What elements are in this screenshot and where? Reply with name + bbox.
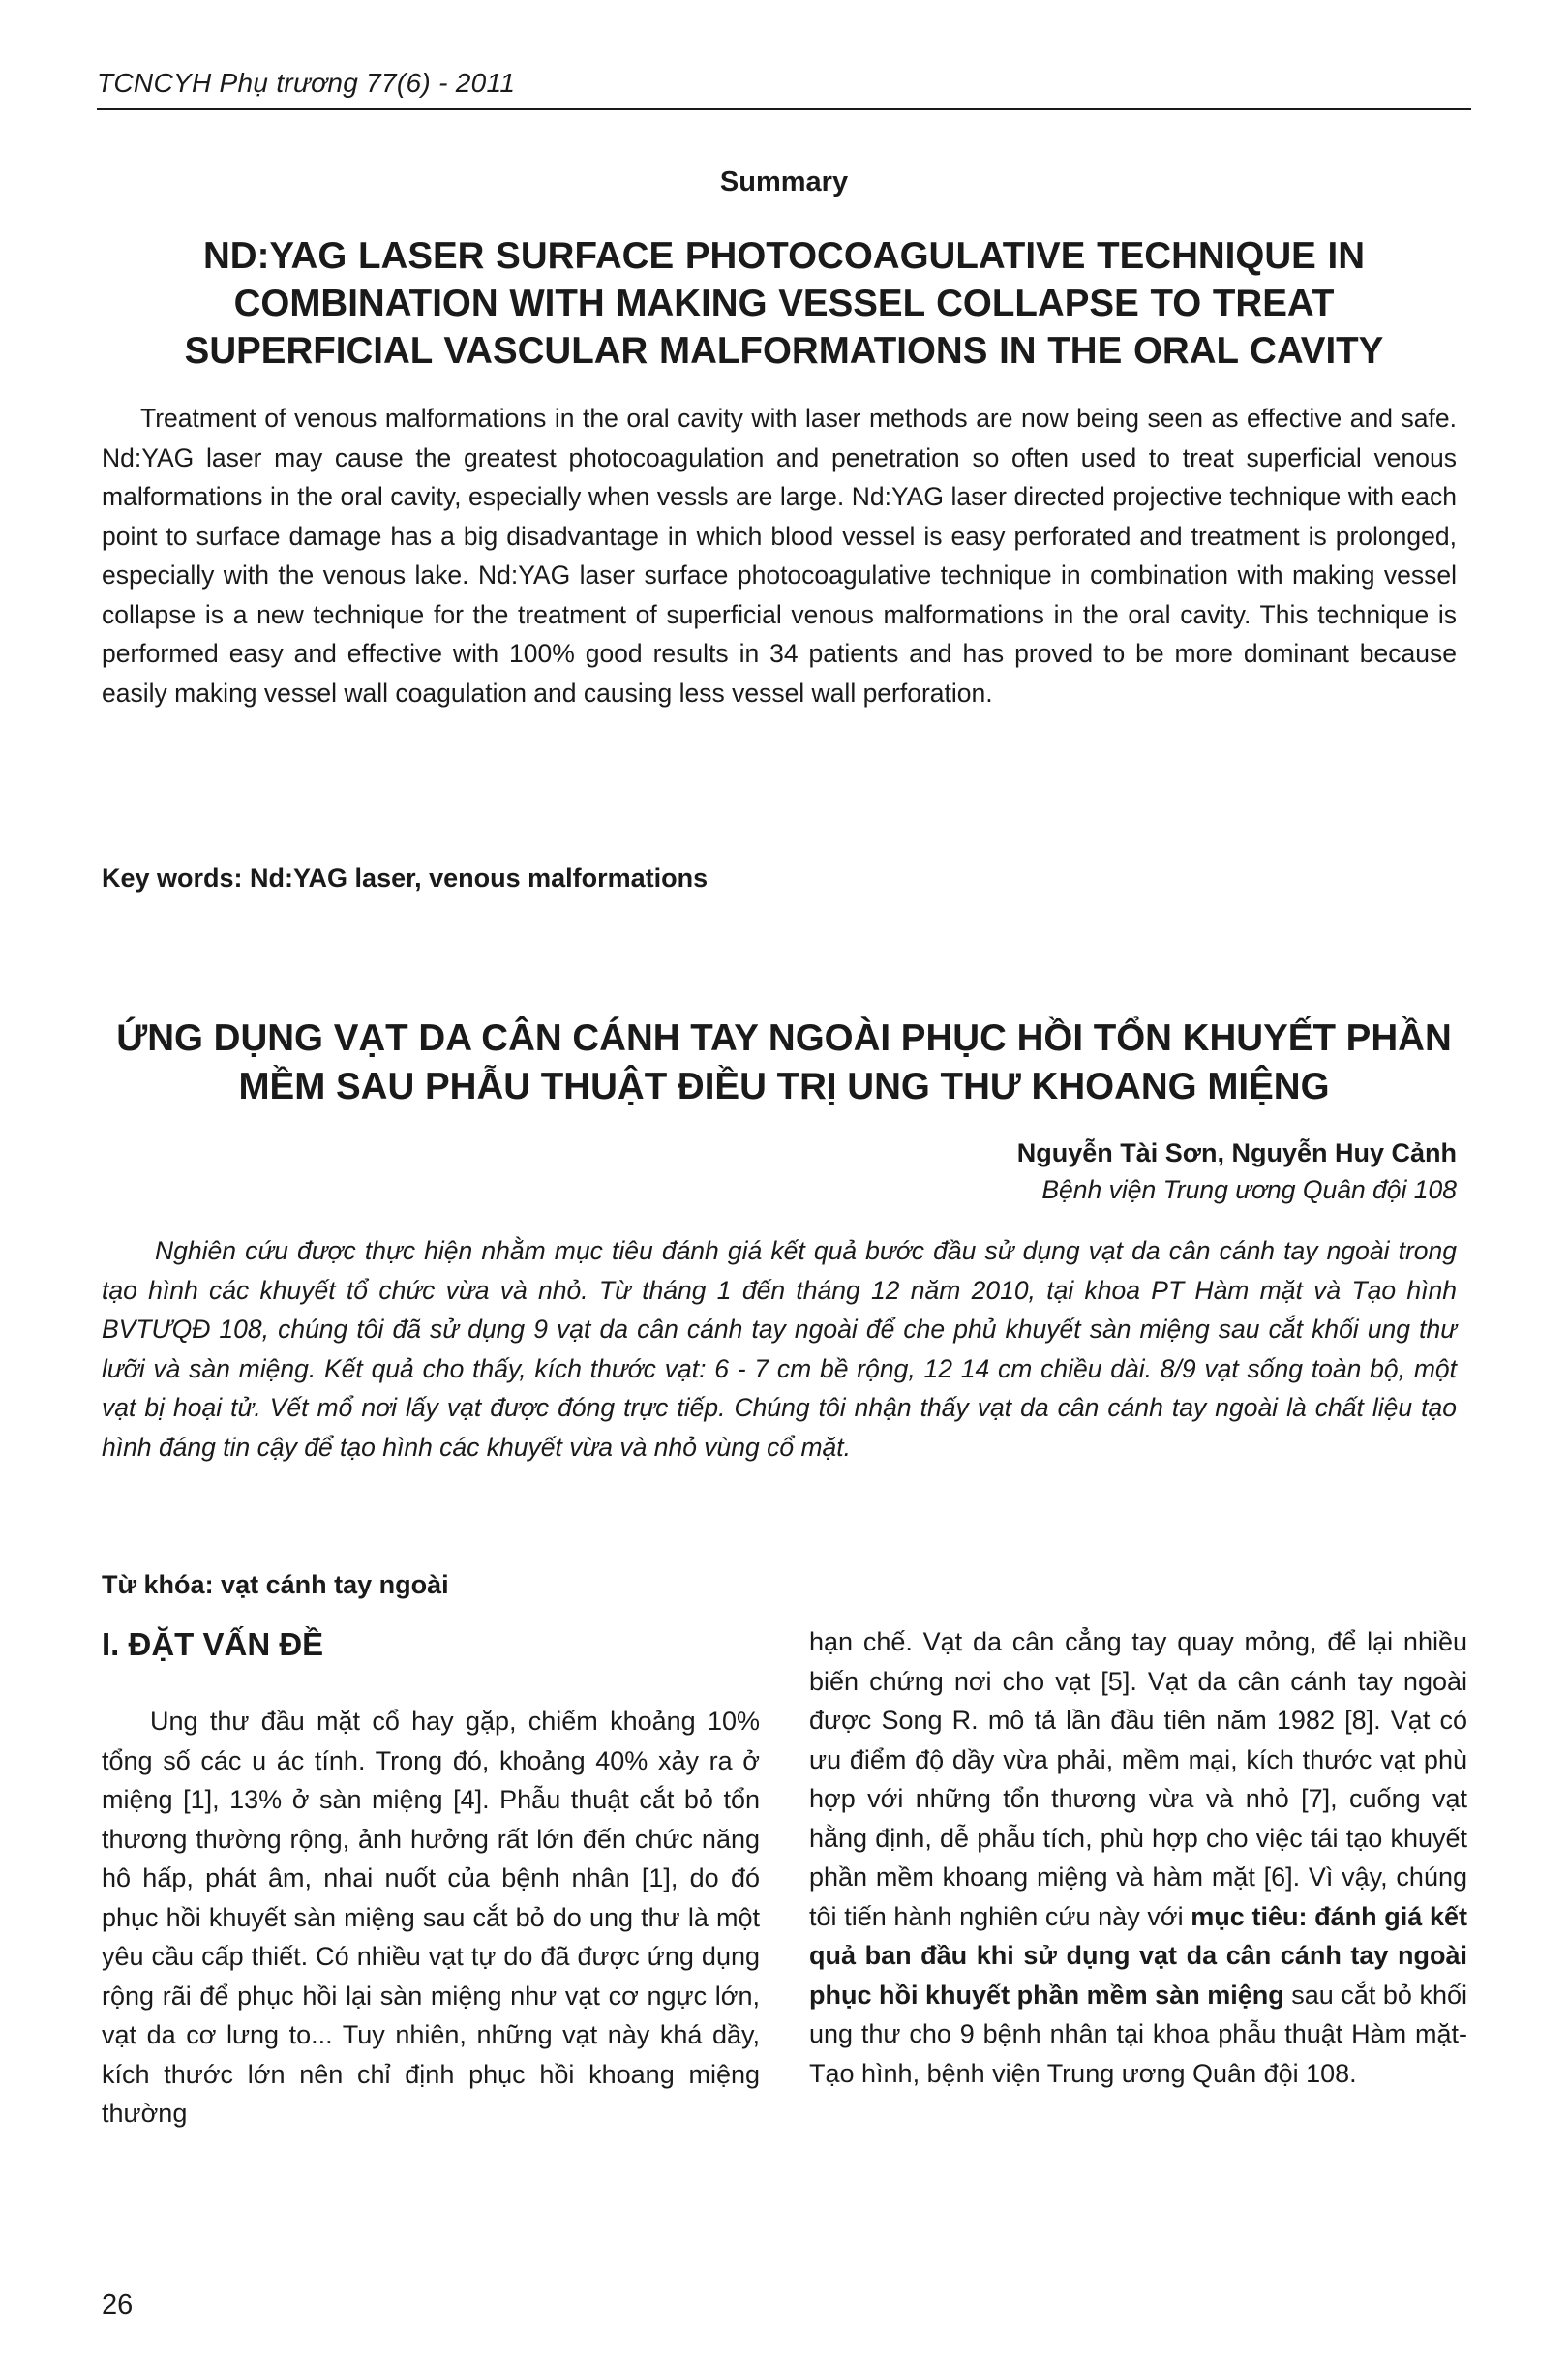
english-title: ND:YAG LASER SURFACE PHOTOCOAGULATIVE TECHNIQUE IN COMBINATION WITH MAKING VESSEL COLLAPSE TO TREAT SUPERFICIAL VASCULAR MALFORMATIONS IN THE ORAL CAVITY [184, 235, 1384, 372]
body-right-column [809, 1622, 1467, 2093]
right-column-objective: mục tiêu: đánh giá kết quả ban đầu khi sử dụng vạt da cân cánh tay ngoài phục hồi khuyết phần mềm sàn miệng [809, 1901, 1468, 2010]
vietnamese-keywords: Từ khóa: vạt cánh tay ngoài [102, 1570, 449, 1599]
section-heading: I. ĐẶT VẤN ĐỀ [102, 1626, 324, 1662]
right-column-text-1: hạn chế. Vạt da cân cẳng tay quay mỏng, để lại nhiều biến chứng nơi cho vạt [5]. Vạt da cân cánh tay ngoài được Song R. mô tả lần đầu tiên năm 1982 [8]. Vạt có ưu điểm độ dầy vừa phải, mềm mại, kích thước vạt phù hợp với những tổn thương vừa và nhỏ [7], cuống vạt hằng định, dễ phẫu tích, phù hợp cho việc tái tạo khuyết phần mềm khoang miệng và hàm mặt [6]. Vì vậy, chúng tôi tiến hành nghiên cứu này với [809, 1627, 1467, 1931]
article-authors: Nguyễn Tài Sơn, Nguyễn Huy Cảnh [1016, 1138, 1457, 1167]
article-affiliation: Bệnh viện Trung ương Quân đội 108 [1041, 1175, 1457, 1204]
right-column-text-2: sau cắt bỏ khối ung thư cho 9 bệnh nhân tại khoa phẫu thuật Hàm mặt-Tạo hình, bệnh viện Trung ương Quân đội 108. [809, 1980, 1467, 2088]
page-number: 26 [102, 2289, 134, 2320]
english-keywords: Key words: Nd:YAG laser, venous malformations [102, 863, 709, 893]
article-title: ỨNG DỤNG VẠT DA CÂN CÁNH TAY NGOÀI PHỤC HỒI TỔN KHUYẾT PHẦN MỀM SAU PHẪU THUẬT ĐIỀU TRỊ UNG THƯ KHOANG MIỆNG [116, 1017, 1452, 1107]
header-rule [97, 108, 1471, 110]
english-abstract: Treatment of venous malformations in the oral cavity with laser methods are now being seen as effective and safe. Nd:YAG laser may cause the greatest photocoagulation and penetration so often used to treat superficial venous malformations in the oral cavity, especially when vessls are large. Nd:YAG laser directed projective technique with each point to surface damage has a big disadvantage in which blood vessel is easy perforated and treatment is prolonged, especially with the venous lake. Nd:YAG laser surface photocoagulative technique in combination with making vessel collapse is a new technique for the treatment of superficial venous malformations in the oral cavity. This technique is performed easy and effective with 100% good results in 34 patients and has proved to be more dominant because easily making vessel wall coagulation and causing less vessel wall perforation. [102, 404, 1457, 708]
running-header: TCNCYH Phụ trương 77(6) - 2011 [97, 68, 516, 98]
body-left-column: Ung thư đầu mặt cổ hay gặp, chiếm khoảng 10% tổng số các u ác tính. Trong đó, khoảng 40% xảy ra ở miệng [1], 13% ở sàn miệng [4]. Phẫu thuật cắt bỏ tổn thương thường rộng, ảnh hưởng rất lớn đến chức năng hô hấp, phát âm, nhai nuốt của bệnh nhân [1], do đó phục hồi khuyết sàn miệng sau cắt bỏ do ung thư là một yêu cầu cấp thiết. Có nhiều vạt tự do đã được ứng dụng rộng rãi để phục hồi lại sàn miệng như vạt cơ ngực lớn, vạt da cơ lưng to... Tuy nhiên, những vạt này khá dầy, kích thước lớn nên chỉ định phục hồi khoang miệng thường [102, 1707, 760, 2128]
vietnamese-abstract: Nghiên cứu được thực hiện nhằm mục tiêu đánh giá kết quả bước đầu sử dụng vạt da cân cánh tay ngoài trong tạo hình các khuyết tổ chức vừa và nhỏ. Từ tháng 1 đến tháng 12 năm 2010, tại khoa PT Hàm mặt và Tạo hình BVTƯQĐ 108, chúng tôi đã sử dụng 9 vạt da cân cánh tay ngoài để che phủ khuyết sàn miệng sau cắt khối ung thư lưỡi và sàn miệng. Kết quả cho thấy, kích thước vạt: 6 - 7 cm bề rộng, 12 14 cm chiều dài. 8/9 vạt sống toàn bộ, một vạt bị hoại tử. Vết mổ nơi lấy vạt được đóng trực tiếp. Chúng tôi nhận thấy vạt da cân cánh tay ngoài là chất liệu tạo hình đáng tin cậy để tạo hình các khuyết vừa và nhỏ vùng cổ mặt. [102, 1236, 1457, 1462]
summary-label: Summary [719, 166, 849, 197]
